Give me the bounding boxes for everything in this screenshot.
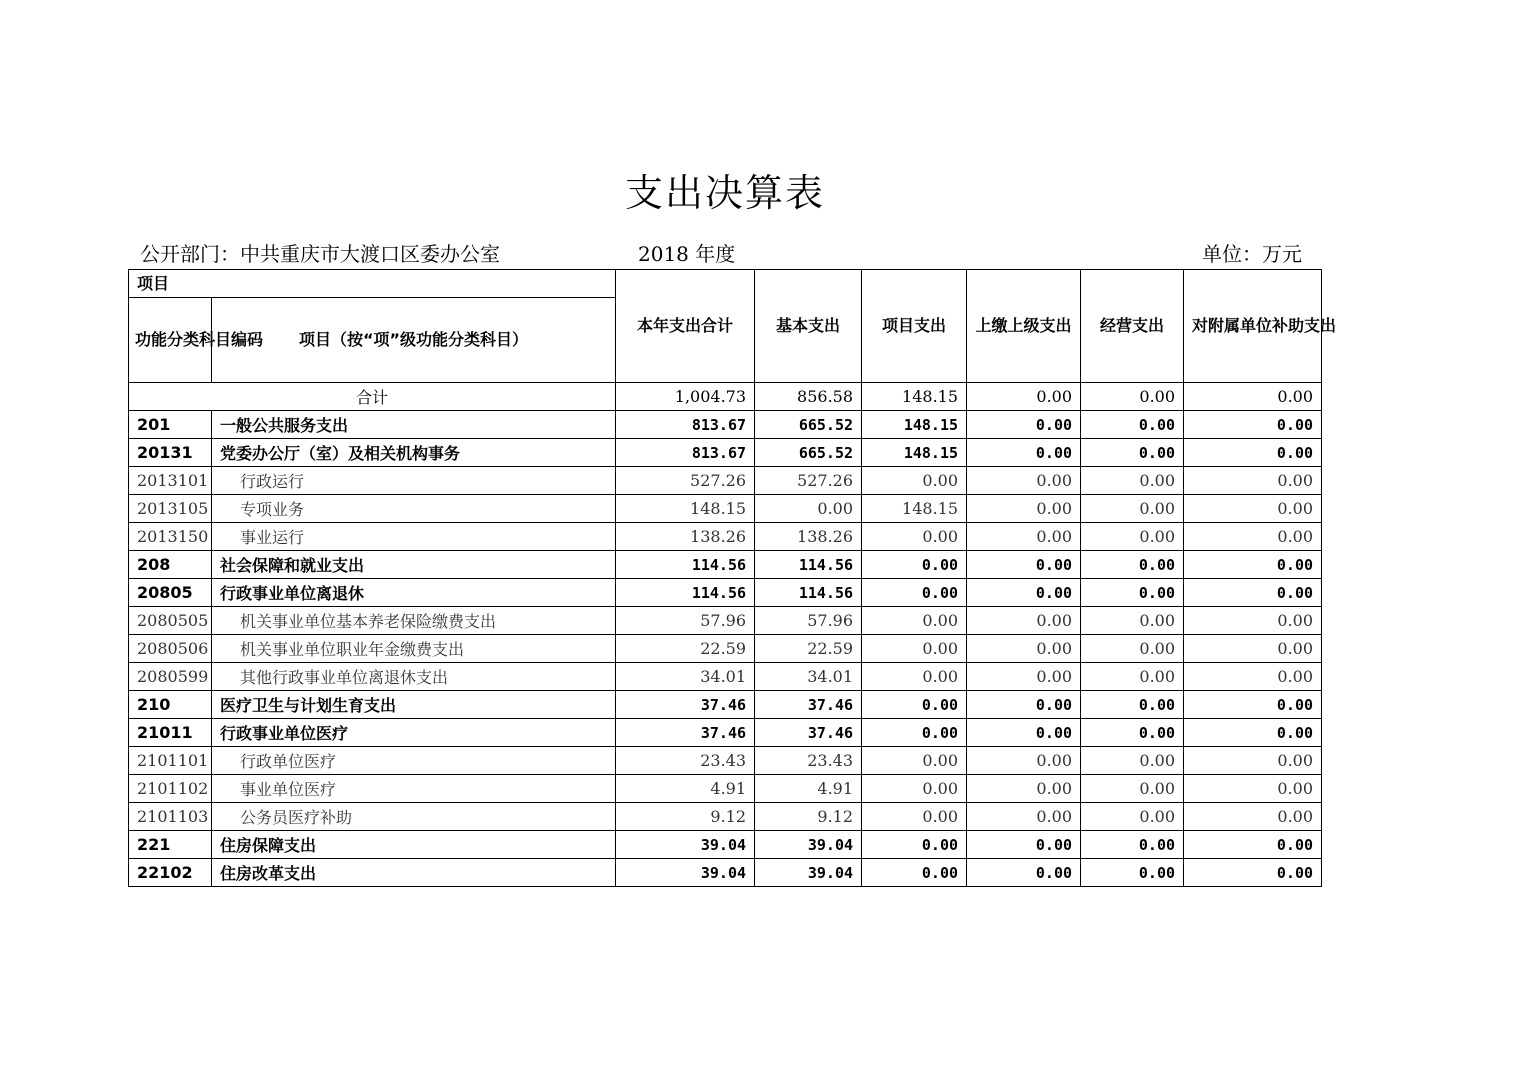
row-name: 机关事业单位基本养老保险缴费支出 [212,607,616,635]
row-code: 20131 [129,439,212,467]
row-value: 0.00 [862,607,967,635]
table-row [129,663,1322,691]
table-row [129,691,1322,719]
table-row [129,607,1322,635]
row-code: 2080599 [129,663,212,691]
row-value: 0.00 [1184,607,1322,635]
row-value: 0.00 [1081,859,1184,887]
row-value: 0.00 [1184,579,1322,607]
row-value: 0.00 [1184,467,1322,495]
row-value: 114.56 [755,579,862,607]
row-value: 37.46 [755,691,862,719]
row-value: 37.46 [755,719,862,747]
row-value: 0.00 [862,551,967,579]
header-item: 项目支出 [862,270,967,383]
row-value: 0.00 [862,691,967,719]
row-value: 0.00 [862,579,967,607]
row-value: 138.26 [616,523,755,551]
row-value: 0.00 [1184,495,1322,523]
row-value: 4.91 [616,775,755,803]
row-value: 4.91 [755,775,862,803]
row-value: 527.26 [755,467,862,495]
row-value: 665.52 [755,411,862,439]
row-name: 事业运行 [212,523,616,551]
table-row [129,747,1322,775]
row-value: 0.00 [1184,663,1322,691]
table-row [129,831,1322,859]
row-value: 0.00 [1184,523,1322,551]
header-business: 经营支出 [1081,270,1184,383]
row-code: 201 [129,411,212,439]
row-name: 事业单位医疗 [212,775,616,803]
row-code: 208 [129,551,212,579]
row-code: 2013150 [129,523,212,551]
row-value: 0.00 [967,635,1081,663]
expenditure-table [128,269,1337,887]
row-value: 0.00 [967,691,1081,719]
row-name: 机关事业单位职业年金缴费支出 [212,635,616,663]
row-value: 0.00 [1184,859,1322,887]
row-value: 0.00 [967,579,1081,607]
row-value: 0.00 [967,411,1081,439]
row-value: 0.00 [1184,719,1322,747]
table-row [129,411,1322,439]
row-value: 148.15 [862,411,967,439]
row-value: 527.26 [616,467,755,495]
row-value: 0.00 [967,523,1081,551]
row-value: 0.00 [967,551,1081,579]
table-row [129,719,1322,747]
row-value: 0.00 [1081,663,1184,691]
row-value: 0.00 [967,663,1081,691]
row-value: 0.00 [862,635,967,663]
row-value: 114.56 [755,551,862,579]
table-row [129,523,1322,551]
row-value: 813.67 [616,411,755,439]
row-value: 0.00 [1081,803,1184,831]
row-value: 0.00 [967,747,1081,775]
row-code: 2101101 [129,747,212,775]
total-value: 1,004.73 [616,383,755,411]
row-value: 0.00 [967,859,1081,887]
row-value: 0.00 [967,775,1081,803]
table-row [129,859,1322,887]
total-value: 148.15 [862,383,967,411]
row-value: 39.04 [755,859,862,887]
row-value: 138.26 [755,523,862,551]
row-name: 行政事业单位医疗 [212,719,616,747]
row-value: 0.00 [755,495,862,523]
row-value: 0.00 [967,607,1081,635]
row-code: 2080505 [129,607,212,635]
total-row [129,383,1322,411]
row-name: 专项业务 [212,495,616,523]
row-name: 公务员医疗补助 [212,803,616,831]
row-value: 0.00 [862,831,967,859]
row-value: 23.43 [755,747,862,775]
row-value: 0.00 [1081,523,1184,551]
table-row [129,803,1322,831]
total-value: 0.00 [1184,383,1322,411]
row-code: 210 [129,691,212,719]
row-value: 57.96 [755,607,862,635]
row-code: 2101103 [129,803,212,831]
row-value: 0.00 [862,747,967,775]
header-upper: 上缴上级支出 [967,270,1081,383]
row-value: 813.67 [616,439,755,467]
table-row [129,439,1322,467]
row-code: 221 [129,831,212,859]
row-value: 0.00 [862,803,967,831]
header-row-1 [129,270,1322,298]
header-name: 项目（按“项”级功能分类科目） [212,298,616,383]
row-value: 114.56 [616,551,755,579]
header-total: 本年支出合计 [616,270,755,383]
row-value: 0.00 [1081,579,1184,607]
row-name: 行政运行 [212,467,616,495]
row-value: 0.00 [1184,747,1322,775]
row-value: 0.00 [967,719,1081,747]
row-value: 39.04 [616,859,755,887]
row-value: 0.00 [1081,467,1184,495]
row-value: 34.01 [616,663,755,691]
row-value: 37.46 [616,691,755,719]
row-value: 0.00 [1081,551,1184,579]
row-name: 住房保障支出 [212,831,616,859]
row-code: 2013105 [129,495,212,523]
table-row [129,467,1322,495]
total-value: 856.58 [755,383,862,411]
header-project: 项目 [129,270,616,298]
page-title: 支出决算表 [624,171,825,215]
row-value: 148.15 [862,439,967,467]
row-code: 2101102 [129,775,212,803]
row-name: 其他行政事业单位离退休支出 [212,663,616,691]
row-value: 0.00 [1081,439,1184,467]
row-value: 39.04 [755,831,862,859]
row-value: 22.59 [755,635,862,663]
row-value: 0.00 [967,439,1081,467]
row-value: 0.00 [1184,803,1322,831]
row-value: 9.12 [616,803,755,831]
row-value: 0.00 [1081,775,1184,803]
row-name: 住房改革支出 [212,859,616,887]
table-row [129,635,1322,663]
row-value: 0.00 [1081,607,1184,635]
row-value: 665.52 [755,439,862,467]
row-name: 一般公共服务支出 [212,411,616,439]
row-value: 0.00 [1184,691,1322,719]
row-value: 0.00 [1184,411,1322,439]
row-code: 2013101 [129,467,212,495]
row-value: 114.56 [616,579,755,607]
row-value: 0.00 [1081,747,1184,775]
row-value: 0.00 [862,663,967,691]
row-value: 0.00 [967,831,1081,859]
row-value: 0.00 [862,523,967,551]
header-basic: 基本支出 [755,270,862,383]
row-value: 0.00 [1184,775,1322,803]
row-name: 行政事业单位离退休 [212,579,616,607]
table-row [129,495,1322,523]
row-value: 23.43 [616,747,755,775]
table-row [129,551,1322,579]
total-value: 0.00 [1081,383,1184,411]
row-value: 37.46 [616,719,755,747]
row-name: 行政单位医疗 [212,747,616,775]
row-name: 党委办公厅（室）及相关机构事务 [212,439,616,467]
row-value: 0.00 [1081,635,1184,663]
department-label: 公开部门：中共重庆市大渡口区委办公室 [140,242,500,266]
row-value: 0.00 [1184,439,1322,467]
row-code: 22102 [129,859,212,887]
row-value: 0.00 [862,719,967,747]
row-value: 0.00 [1081,495,1184,523]
row-value: 0.00 [862,859,967,887]
row-value: 0.00 [1081,411,1184,439]
row-name: 社会保障和就业支出 [212,551,616,579]
row-value: 0.00 [967,467,1081,495]
row-value: 0.00 [1184,551,1322,579]
row-value: 9.12 [755,803,862,831]
row-code: 2080506 [129,635,212,663]
row-value: 22.59 [616,635,755,663]
year-label: 2018 年度 [638,242,736,266]
row-value: 148.15 [862,495,967,523]
row-name: 医疗卫生与计划生育支出 [212,691,616,719]
total-label: 合计 [129,383,616,411]
row-value: 57.96 [616,607,755,635]
unit-label: 单位：万元 [1202,242,1302,266]
row-value: 34.01 [755,663,862,691]
row-code: 21011 [129,719,212,747]
row-value: 0.00 [967,803,1081,831]
table-row [129,775,1322,803]
header-subsidy: 对附属单位补助支出 [1184,270,1322,383]
row-value: 0.00 [862,467,967,495]
row-value: 0.00 [1081,691,1184,719]
row-value: 0.00 [1184,831,1322,859]
row-value: 0.00 [1184,635,1322,663]
row-value: 0.00 [1081,831,1184,859]
total-value: 0.00 [967,383,1081,411]
row-value: 0.00 [967,495,1081,523]
header-code: 功能分类科目编码 [129,298,212,383]
row-value: 39.04 [616,831,755,859]
table-row [129,579,1322,607]
row-code: 20805 [129,579,212,607]
row-value: 0.00 [862,775,967,803]
row-value: 0.00 [1081,719,1184,747]
row-value: 148.15 [616,495,755,523]
